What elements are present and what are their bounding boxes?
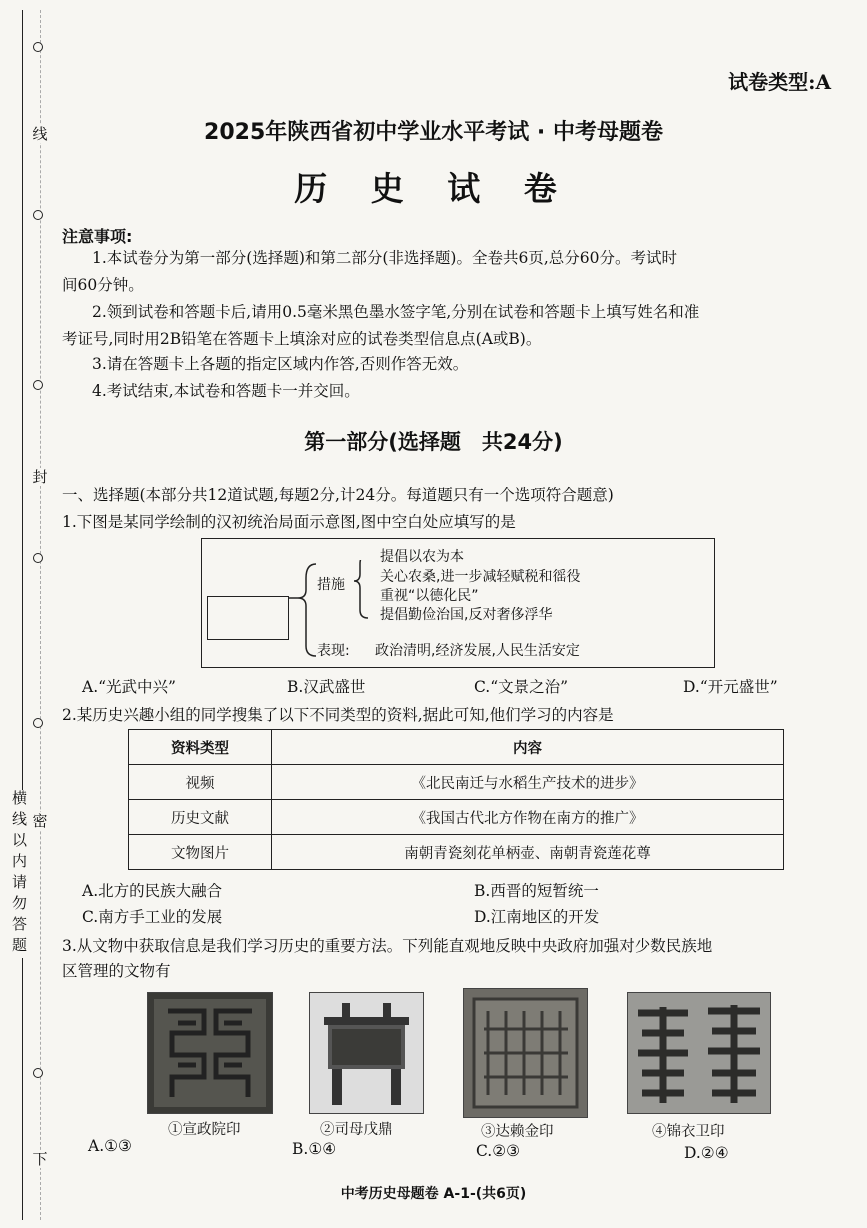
binding-hole xyxy=(33,380,43,390)
table-row xyxy=(129,800,784,835)
diagram-measures-label: 措施 xyxy=(317,577,345,593)
page-footer: 中考历史母题卷 A-1-(共6页) xyxy=(340,1186,527,1202)
q2-option-a: A.北方的民族大融合 xyxy=(82,882,223,900)
note-item-3: 3.请在答题卡上各题的指定区域内作答,否则作答无效。 xyxy=(92,355,469,373)
binding-hole xyxy=(33,718,43,728)
margin-char-xian: 线 xyxy=(32,125,48,143)
diagram-measure-3: 重视“以德化民” xyxy=(380,588,479,604)
table-cell: 南朝青瓷刻花单柄壶、南朝青瓷莲花尊 xyxy=(272,835,784,870)
diagram-measure-1: 提倡以农为本 xyxy=(380,549,464,565)
question-2-stem: 2.某历史兴趣小组的同学搜集了以下不同类型的资料,据此可知,他们学习的内容是 xyxy=(62,706,614,724)
paper-type-label: 试卷类型:A xyxy=(728,70,831,94)
section-instructions: 一、选择题(本部分共12道试题,每题2分,计24分。每道题只有一个选项符合题意) xyxy=(62,486,614,504)
table-cell: 历史文献 xyxy=(129,800,272,835)
artifact-caption-1: ①宣政院印 xyxy=(168,1122,241,1138)
diagram-measure-4: 提倡勤俭治国,反对奢侈浮华 xyxy=(380,607,553,623)
note-item-2-cont: 考证号,同时用2B铅笔在答题卡上填涂对应的试卷类型信息点(A或B)。 xyxy=(62,330,542,348)
note-item-4: 4.考试结束,本试卷和答题卡一并交回。 xyxy=(92,382,360,400)
artifact-jinyiwei-seal-image xyxy=(627,992,771,1114)
q1-option-d: D.“开元盛世” xyxy=(683,678,778,696)
subject-title: 历 史 试 卷 xyxy=(294,169,573,208)
part-one-title: 第一部分(选择题 共24分) xyxy=(304,430,563,454)
q3-option-b: B.①④ xyxy=(292,1140,337,1158)
diagram-measure-2: 关心农桑,进一步减轻赋税和徭役 xyxy=(380,569,581,585)
q1-option-a: A.“光武中兴” xyxy=(82,678,176,696)
artifact-caption-3: ③达赖金印 xyxy=(481,1124,554,1140)
binding-hole xyxy=(33,42,43,52)
artifact-simuwu-ding-image xyxy=(309,992,424,1114)
note-item-2: 2.领到试卷和答题卡后,请用0.5毫米黑色墨水签字笔,分别在试卷和答题卡上填写姓名和准 xyxy=(92,303,700,321)
table-header-row xyxy=(129,730,784,765)
table-row xyxy=(129,835,784,870)
seal-pattern-icon xyxy=(464,989,587,1117)
q1-option-c: C.“文景之治” xyxy=(474,678,569,696)
table-header-type: 资料类型 xyxy=(129,730,272,765)
margin-char-mi: 密 xyxy=(32,812,48,830)
question-3-stem-line1: 3.从文物中获取信息是我们学习历史的重要方法。下列能直观地反映中央政府加强对少数民族地 xyxy=(62,937,713,955)
exam-title: 2025年陕西省初中学业水平考试 · 中考母题卷 xyxy=(204,120,663,145)
diagram-result-label: 表现: xyxy=(317,643,350,659)
artifact-seal-xuanzhengyuan-image xyxy=(147,992,273,1114)
q2-option-d: D.江南地区的开发 xyxy=(474,908,600,926)
table-cell: 《我国古代北方作物在南方的推广》 xyxy=(272,800,784,835)
notes-heading: 注意事项: xyxy=(62,227,133,246)
seal-pattern-icon xyxy=(148,993,272,1113)
ding-vessel-icon xyxy=(310,993,423,1113)
table-cell: 文物图片 xyxy=(129,835,272,870)
q2-option-c: C.南方手工业的发展 xyxy=(82,908,223,926)
question-1-stem: 1.下图是某同学绘制的汉初统治局面示意图,图中空白处应填写的是 xyxy=(62,513,516,531)
q3-option-a: A.①③ xyxy=(88,1137,132,1155)
margin-char-xia: 下 xyxy=(32,1150,48,1168)
diagram-result: 政治清明,经济发展,人民生活安定 xyxy=(375,643,580,659)
diagram-blank-box xyxy=(207,596,289,640)
binding-hole xyxy=(33,210,43,220)
binding-hole xyxy=(33,553,43,563)
artifact-caption-2: ②司母戊鼎 xyxy=(320,1122,393,1138)
margin-char-feng: 封 xyxy=(32,468,48,486)
q3-option-c: C.②③ xyxy=(476,1142,521,1160)
question-3-stem-line2: 区管理的文物有 xyxy=(62,962,171,980)
table-row xyxy=(129,765,784,800)
binding-hole xyxy=(33,1068,43,1078)
q2-option-b: B.西晋的短暂统一 xyxy=(474,882,599,900)
table-cell: 《北民南迁与水稻生产技术的进步》 xyxy=(272,765,784,800)
note-item-1: 1.本试卷分为第一部分(选择题)和第二部分(非选择题)。全卷共6页,总分60分。考试时 xyxy=(92,249,677,267)
artifact-caption-4: ④锦衣卫印 xyxy=(652,1124,725,1140)
table-header-content: 内容 xyxy=(272,730,784,765)
note-item-1-cont: 间60分钟。 xyxy=(62,276,144,294)
margin-note-vertical: 横线以内请勿答题 xyxy=(10,790,28,958)
seal-pattern-icon xyxy=(628,993,770,1113)
artifact-dalai-golden-seal-image xyxy=(463,988,588,1118)
table-cell: 视频 xyxy=(129,765,272,800)
q3-option-d: D.②④ xyxy=(684,1144,729,1162)
q1-option-b: B.汉武盛世 xyxy=(287,678,366,696)
question-2-table xyxy=(128,729,784,870)
